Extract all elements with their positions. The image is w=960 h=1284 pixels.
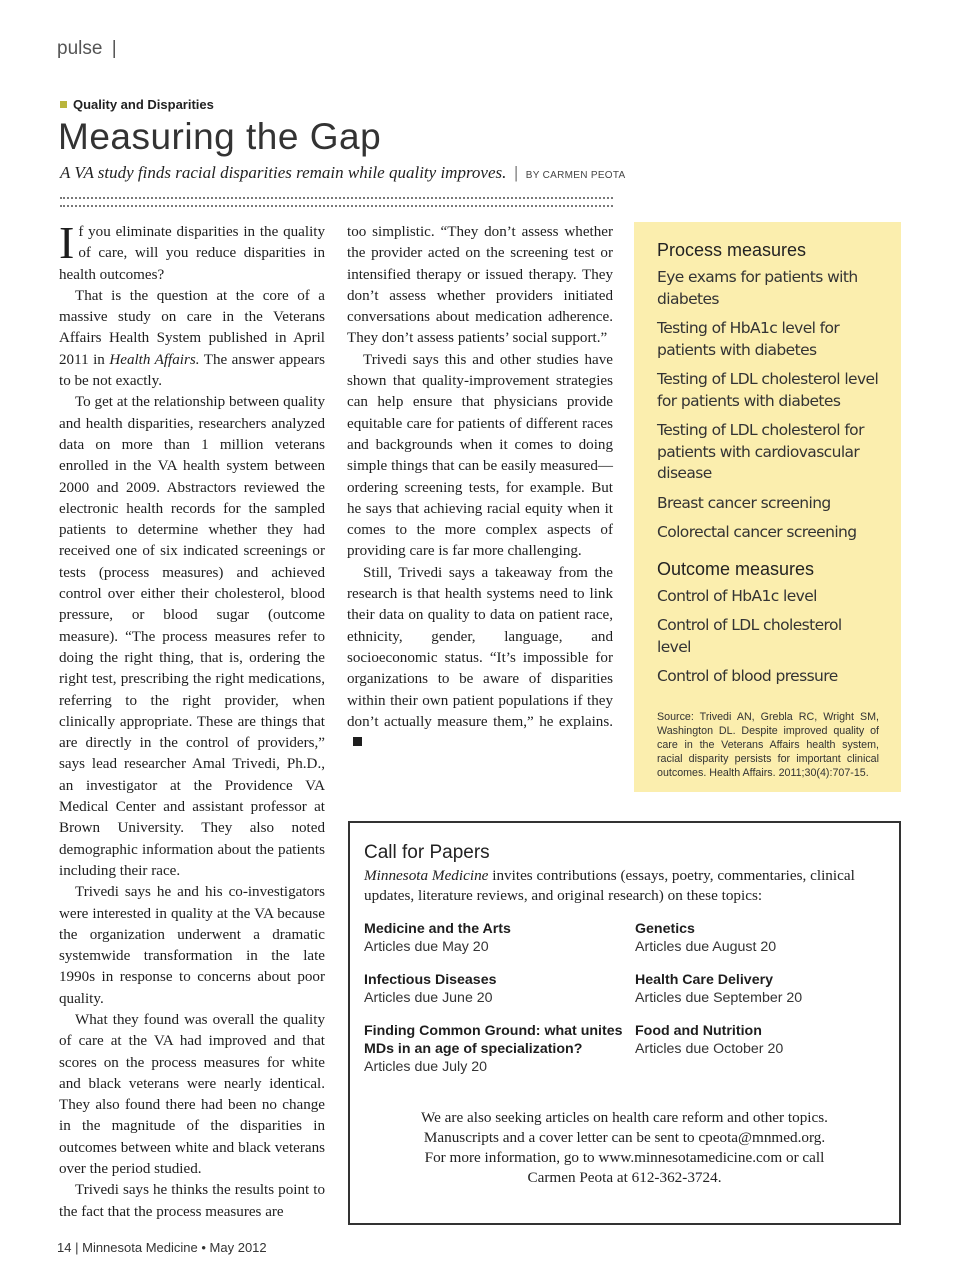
page-number: 14: [57, 1240, 72, 1255]
process-measure-item: Colorectal cancer screening: [657, 523, 857, 541]
dotted-divider: [60, 197, 613, 207]
topic-due-date: Articles due May 20: [364, 939, 489, 955]
article-paragraph: To get at the relationship between quality and health disparities, researchers analyzed data on more than 1 million veterans enrolled in the VA health system between 2000 and 2009. Abstractors reviewed the electronic health records for the sampled patients to determine whether they had received one of six indicated screenings or tests (process measures) and achieved control over either their cholesterol, blood pressure, or blood sugar (outcome measure). “The process measures refer to doing the right thing, that is, ordering the right test, prescribing the right medications, referring to the right provider, when clinically appropriate. These are things that are directly in the control of providers,” says lead researcher Amal Trivedi, Ph.D., an investigator at the Providence VA Medical Center and assistant professor at Brown University. They also noted demographic information about the patients including their race.: [59, 394, 325, 879]
article-deck-row: [60, 163, 626, 183]
article-paragraph: What they found was overall the quality of care at the VA had improved and that scores on the process measures for white and black veterans were nearly identical. They also found there had been no change in the magnitude of the disparities in outcomes between white and black veterans over the period studied.: [59, 1011, 325, 1178]
topic-name: Food and Nutrition: [635, 1023, 762, 1039]
article-paragraph: too simplistic. “They don’t assess whether the provider acted on the screening test or intensified therapy or issued therapy. They don’t assess whether providers initiated conversations about medication adherence. They don’t assess patients’ social support.”: [347, 224, 613, 347]
article-paragraph: Trivedi says he thinks the results point to the fact that the process measures are: [59, 1182, 325, 1220]
article-paragraph: Trivedi says he and his co-investigators were interested in quality at the VA because the organization underwent a dramatic systemwide transformation in the late 1990s in response to concerns about poor quality.: [59, 884, 325, 1007]
outcome-measure-item: Control of blood pressure: [657, 667, 838, 685]
paragraph-text: Still, Trivedi says a takeaway from the research is that health systems need to link their data on quality to data on patient race, ethnicity, gender, language, and socioeconomic status. “It’s impossible for organizations to be aware of disparities within their own patient populations if they don’t actually measure them,” he explains.: [347, 564, 613, 730]
issue-date: May 2012: [209, 1240, 267, 1255]
article-paragraph: [59, 286, 325, 392]
journal-name: Minnesota Medicine: [364, 867, 489, 884]
section-name: pulse: [57, 38, 103, 59]
process-measures-heading: Process measures: [657, 240, 807, 260]
topics-grid: [364, 920, 885, 1076]
process-measure-item: Eye exams for patients with diabetes: [657, 268, 858, 308]
section-separator: |: [111, 38, 117, 59]
topic-due-date: Articles due September 20: [635, 990, 803, 1006]
process-measure-item: Testing of LDL cholesterol for patients with cardiovascular disease: [657, 421, 864, 482]
topic-name: Genetics: [635, 921, 695, 937]
article-paragraph: [347, 563, 613, 755]
topic: [364, 920, 635, 956]
article-column-2: [347, 222, 613, 754]
byline: BY CARMEN PEOTA: [525, 170, 626, 181]
paragraph-text: The answer appears to be not exactly.: [59, 351, 325, 390]
article-column-1: [59, 217, 325, 1223]
measures-sidebar: [634, 222, 901, 792]
journal-name: Health Affairs.: [109, 351, 200, 368]
article-paragraph: Trivedi says this and other studies have shown that quality-improvement strategies can help ensure that physicians provide equitable care for patients of different races and backgrounds when it comes to doing simple things that can be easily measured—ordering screening tests, for example. But he says that achieving racial equity when it comes to the more complex aspects of providing care is far more challenging.: [347, 351, 613, 560]
outcome-measure-item: Control of LDL cholesterol level: [657, 616, 842, 656]
topic-name: Infectious Diseases: [364, 972, 497, 988]
intro-text: invites contributions (essays, poetry, commentaries, clinical updates, literature reviews, and original research) on these topics:: [364, 867, 855, 904]
publication-name: Minnesota Medicine: [82, 1240, 198, 1255]
article-kicker: [60, 97, 214, 112]
outcome-measures-heading: Outcome measures: [657, 558, 815, 579]
call-for-papers-footer: [364, 1108, 885, 1188]
topic: [364, 971, 635, 1007]
topic-due-date: Articles due August 20: [635, 939, 777, 955]
process-measure-item: Testing of LDL cholesterol level for patients with diabetes: [657, 370, 879, 410]
footer-line: Manuscripts and a cover letter can be sent to cpeota@mnmed.org.: [423, 1129, 826, 1146]
paragraph-text: That is the question at the core of a massive study on care in the Veterans Affairs Health System published in April 2011 in: [59, 287, 325, 368]
topic: [635, 1022, 880, 1076]
drop-cap: I: [59, 217, 75, 268]
article-paragraph: [59, 217, 325, 286]
topic: [364, 1022, 635, 1076]
page-footer: [57, 1240, 267, 1255]
call-for-papers-box: [348, 821, 901, 1225]
section-label: [57, 38, 117, 60]
article-title: Measuring the Gap: [58, 116, 382, 157]
process-measure-item: Testing of HbA1c level for patients with diabetes: [657, 319, 840, 359]
process-measure-item: Breast cancer screening: [657, 493, 831, 512]
footer-bullet: •: [201, 1240, 206, 1255]
topic-due-date: Articles due October 20: [635, 1041, 784, 1057]
footer-separator: |: [75, 1240, 79, 1255]
topic-name: Medicine and the Arts: [364, 921, 511, 937]
footer-line: For more information, go to www.minnesotamedicine.com or call: [424, 1149, 825, 1166]
sidebar-source: Source: Trivedi AN, Grebla RC, Wright SM, Washington DL. Despite improved quality of care in the Veterans Affairs health system, racial disparity persists for important clinical outcomes. Health Affairs. 2011;30(4):707-15.: [657, 710, 879, 779]
paragraph-text: f you eliminate disparities in the quality of care, will you reduce disparities in health outcomes?: [59, 224, 325, 283]
topic-name: Health Care Delivery: [635, 972, 774, 988]
kicker-text: Quality and Disparities: [73, 97, 214, 112]
topic-due-date: Articles due July 20: [364, 1059, 488, 1075]
outcome-measure-item: Control of HbA1c level: [657, 586, 817, 605]
kicker-square-icon: [60, 101, 67, 108]
deck-separator: |: [514, 163, 518, 182]
call-for-papers-title: Call for Papers: [364, 842, 490, 863]
topic-name: Finding Common Ground: what unites MDs in an age of specialization?: [364, 1023, 623, 1057]
end-mark-icon: [353, 737, 362, 746]
topic-due-date: Articles due June 20: [364, 990, 493, 1006]
topic: [635, 920, 880, 956]
footer-line: We are also seeking articles on health care reform and other topics.: [421, 1109, 828, 1126]
topic: [635, 971, 880, 1007]
call-for-papers-intro: [364, 866, 885, 906]
article-deck: A VA study finds racial disparities remain while quality improves.: [60, 163, 507, 182]
footer-line: Carmen Peota at 612-362-3724.: [527, 1169, 722, 1186]
